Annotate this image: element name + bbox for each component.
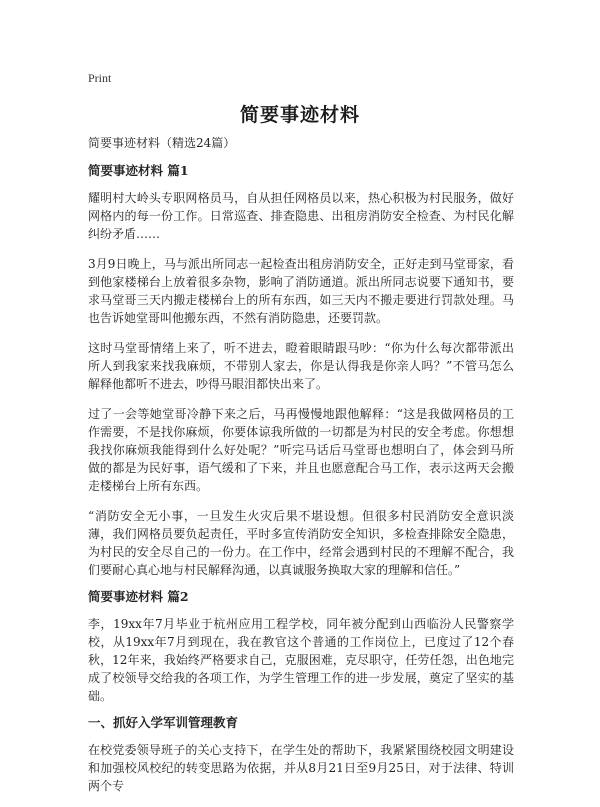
section-heading-2: 简要事迹材料 篇2 <box>88 589 189 604</box>
section-heading-3: 一、抓好入学军训管理教育 <box>88 715 239 730</box>
paragraph: “消防安全无小事，一旦发生火灾后果不堪设想。但很多村民消防安全意识淡薄，我们网格员要负起责任，平时多宣传消防安全知识，多检查排除安全隐患，为村民的安全尽自己的一份力。在工作中，经常会遇到村民的不理解不配合，我们要耐心真心地与村民解释沟通，以真诚服务换取大家的理解和信任。” <box>88 509 514 577</box>
document-subtitle: 简要事迹材料（精选24篇） <box>88 136 236 150</box>
paragraph: 3月9日晚上，马与派出所同志一起检查出租房消防安全，正好走到马堂哥家，看到他家楼梯台上放着很多杂物，影响了消防通道。派出所同志说要下通知书，要求马堂哥三天内搬走楼梯台上的所有东西，如三天内不搬走要进行罚款处理。马也告诉她堂哥叫他搬东西，不然有消防隐患，还要罚款。 <box>88 257 514 325</box>
paragraph: 在校党委领导班子的关心支持下，在学生处的帮助下，我紧紧围绕校园文明建设和加强校风校纪的转变思路为依据，并从8月21日至9月25日，对于法律、特训两个专 <box>88 743 514 793</box>
section-heading-1: 简要事迹材料 篇1 <box>88 163 189 178</box>
print-link[interactable]: Print <box>88 71 112 85</box>
document-title: 简要事迹材料 <box>239 104 360 126</box>
paragraph: 耀明村大岭头专职网格员马，自从担任网格员以来，热心积极为村民服务，做好网格内的每一份工作。日常巡查、排查隐患、出租房消防安全检查、为村民化解纠纷矛盾…… <box>88 191 514 241</box>
paragraph: 过了一会等她堂哥冷静下来之后，马再慢慢地跟他解释：“这是我做网格员的工作需要，不是找你麻烦，你要体谅我所做的一切都是为村民的安全考虑。你想想我找你麻烦我能得到什么好处呢？”听完马话后马堂哥也想明白了，体会到马所做的都是为民好事，语气缓和了下来，并且也愿意配合马工作，表示这两天会搬走楼梯台上所有东西。 <box>88 407 514 493</box>
paragraph: 这时马堂哥情绪上来了，听不进去，瞪着眼睛跟马吵：“你为什么每次都带派出所人到我家来找我麻烦，不带别人家去，你是认得我是你亲人吗？”不管马怎么解释他都听不进去，吵得马眼泪都快出来了。 <box>88 341 514 391</box>
paragraph: 李，19xx年7月毕业于杭州应用工程学校，同年被分配到山西临汾人民警察学校，从19xx年7月到现在，我在教官这个普通的工作岗位上，已度过了12个春秋，12年来，我始终严格要求自己，克服困难，克尽职守，任劳任怨，出色地完成了校领导交给我的各项工作，为学生管理工作的进一步发展，奠定了坚实的基础。 <box>88 617 514 703</box>
document-body <box>88 134 514 807</box>
